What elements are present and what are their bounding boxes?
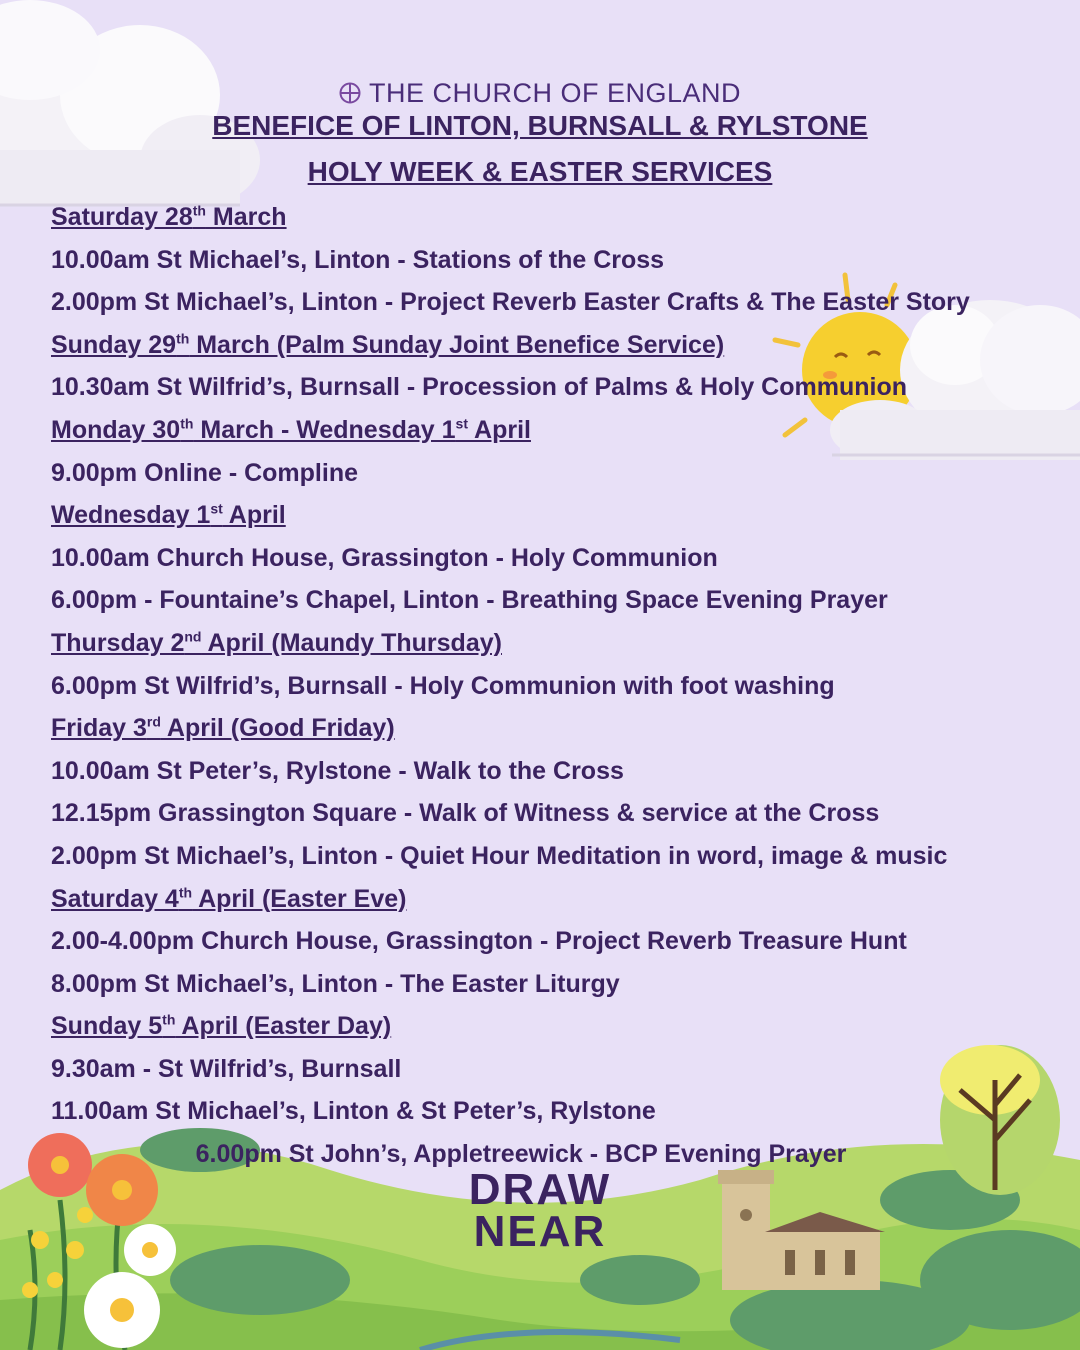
service-schedule (51, 200, 1051, 1180)
service-item: 10.00am Church House, Grassington - Holy Communion (51, 543, 718, 572)
org-name: THE CHURCH OF ENGLAND (368, 78, 742, 108)
day-heading: Sunday 29th March (Palm Sunday Joint Benefice Service) (51, 330, 725, 359)
service-item: 2.00pm St Michael’s, Linton - Quiet Hour Meditation in word, image & music (51, 841, 948, 870)
logo-line-2: NEAR (473, 1207, 607, 1251)
service-item: 8.00pm St Michael’s, Linton - The Easter Liturgy (51, 969, 620, 998)
page-subtitle: HOLY WEEK & EASTER SERVICES (307, 156, 773, 187)
service-item: 2.00-4.00pm Church House, Grassington - Project Reverb Treasure Hunt (51, 927, 907, 956)
service-item: 6.00pm St John’s, Appletreewick - BCP Evening Prayer (195, 1140, 847, 1169)
service-item: 10.30am St Wilfrid’s, Burnsall - Procession of Palms & Holy Communion (51, 373, 907, 402)
logo-line-1: DRAW (468, 1166, 612, 1214)
day-heading: Saturday 4th April (Easter Eve) (51, 884, 407, 913)
service-item: 12.15pm Grassington Square - Walk of Witness & service at the Cross (51, 799, 880, 828)
cross-icon (339, 82, 361, 104)
day-heading: Wednesday 1st April (51, 500, 286, 530)
church-of-england-logo (0, 78, 1080, 109)
service-item: 9.30am - St Wilfrid’s, Burnsall (51, 1054, 402, 1083)
day-heading: Friday 3rd April (Good Friday) (51, 713, 395, 743)
day-heading: Monday 30th March - Wednesday 1st April (51, 415, 531, 444)
page-title: BENEFICE OF LINTON, BURNSALL & RYLSTONE (212, 110, 868, 141)
day-heading: Saturday 28th March (51, 202, 287, 231)
service-item: 9.00pm Online - Compline (51, 458, 358, 487)
day-heading: Thursday 2nd April (Maundy Thursday) (51, 628, 502, 657)
service-item: 6.00pm St Wilfrid’s, Burnsall - Holy Communion with foot washing (51, 671, 835, 700)
day-heading: Sunday 5th April (Easter Day) (51, 1011, 392, 1041)
service-item: 6.00pm - Fountaine’s Chapel, Linton - Breathing Space Evening Prayer (51, 586, 888, 615)
draw-near-logo (450, 1166, 630, 1251)
service-item: 10.00am St Peter’s, Rylstone - Walk to the Cross (51, 756, 624, 785)
service-item: 11.00am St Michael’s, Linton & St Peter’s, Rylstone (51, 1097, 656, 1126)
service-item: 2.00pm St Michael’s, Linton - Project Reverb Easter Crafts & The Easter Story (51, 288, 970, 317)
service-item: 10.00am St Michael’s, Linton - Stations of the Cross (51, 245, 665, 274)
